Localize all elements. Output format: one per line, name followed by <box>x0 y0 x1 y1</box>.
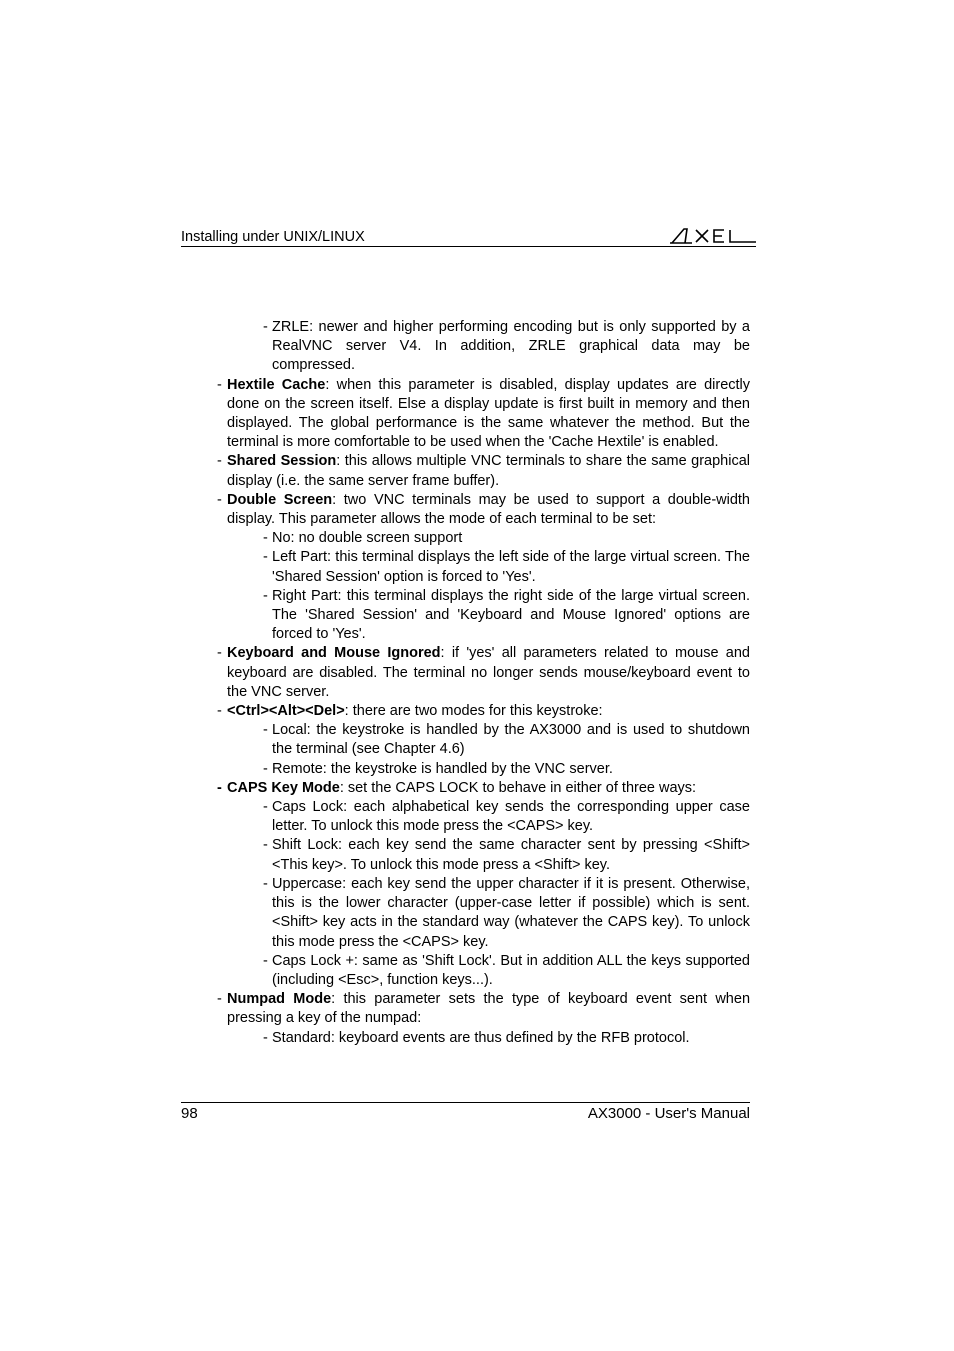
item-text: Caps Lock +: same as 'Shift Lock'. But in addition ALL the keys supported (including <Esc>, function keys...). <box>272 952 750 988</box>
parameter-item <box>217 702 750 721</box>
bullet-dash: - <box>263 799 268 816</box>
bullet-dash: - <box>263 760 268 777</box>
bullet-dash: - <box>263 587 268 604</box>
page-number: 98 <box>181 1105 198 1122</box>
parameter-name: Hextile Cache <box>227 376 326 393</box>
item-text: : when this parameter is disabled, display updates are directly done on the screen itself. Else a display update is first built in memory and then displayed. The global performance is the same whatever the method. But the terminal is more comfortable to be used when the 'Cache Hextile' is enabled. <box>227 376 751 451</box>
header-title: Installing under UNIX/LINUX <box>181 229 365 245</box>
page-header <box>181 226 756 247</box>
option-item <box>263 952 750 990</box>
manual-title: AX3000 - User's Manual <box>587 1105 750 1122</box>
parameter-name: Double Screen <box>227 491 333 508</box>
parameter-item <box>217 452 750 490</box>
option-item <box>263 798 750 836</box>
option-item <box>263 875 750 952</box>
bullet-dash: - <box>263 952 268 969</box>
bullet-dash: - <box>217 491 222 508</box>
item-text: Left Part: this terminal displays the left side of the large virtual screen. The 'Shared Session' option is forced to 'Yes'. <box>272 549 750 585</box>
item-text: : there are two modes for this keystroke: <box>344 703 603 720</box>
item-text: ZRLE: newer and higher performing encoding but is only supported by a RealVNC server V4. In addition, ZRLE graphical data may be compressed. <box>272 319 750 374</box>
page-content <box>0 318 954 1048</box>
item-text: Right Part: this terminal displays the right side of the large virtual screen. The 'Shared Session' and 'Keyboard and Mouse Ignored' options are forced to 'Yes'. <box>272 587 750 643</box>
item-text: : set the CAPS LOCK to behave in either of three ways: <box>339 779 697 796</box>
item-text: Caps Lock: each alphabetical key sends the corresponding upper case letter. To unlock this mode press the <CAPS> key. <box>272 799 750 835</box>
bullet-dash: - <box>217 376 222 393</box>
parameter-name: Keyboard and Mouse Ignored <box>227 645 441 662</box>
option-item <box>263 529 750 548</box>
bullet-dash: - <box>263 530 268 547</box>
parameter-name: Numpad Mode <box>227 991 332 1008</box>
item-text: Uppercase: each key send the upper character if it is present. Otherwise, this is the lower character (upper-case letter if possible) which is sent. <Shift> key acts in the standard way (whatever the CAPS key). To unlock this mode press the <CAPS> key. <box>272 875 750 950</box>
parameter-item <box>217 779 750 798</box>
item-text: No: no double screen support <box>272 530 463 547</box>
item-text: Standard: keyboard events are thus defined by the RFB protocol. <box>272 1029 690 1046</box>
bullet-dash: - <box>217 991 222 1008</box>
axel-logo <box>670 227 756 245</box>
option-item <box>263 1029 750 1048</box>
bullet-dash: - <box>217 645 222 662</box>
parameter-name: CAPS Key Mode <box>227 779 340 796</box>
option-item <box>263 548 750 586</box>
bullet-dash: - <box>263 875 268 892</box>
option-item <box>263 836 750 874</box>
item-text: : this allows multiple VNC terminals to share the same graphical display (i.e. the same server frame buffer). <box>227 453 750 489</box>
parameter-item <box>217 990 751 1028</box>
item-text: Local: the keystroke is handled by the AX3000 and is used to shutdown the terminal (see Chapter 4.6) <box>272 722 750 758</box>
bullet-dash: - <box>263 1029 268 1046</box>
item-text: : two VNC terminals may be used to support a double-width display. This parameter allows the mode of each terminal to be set: <box>227 491 750 528</box>
item-text: Remote: the keystroke is handled by the VNC server. <box>272 760 613 777</box>
parameter-name: <Ctrl><Alt><Del> <box>227 703 345 720</box>
bullet-dash: - <box>263 722 268 739</box>
parameter-item <box>217 376 751 453</box>
option-item <box>263 587 750 645</box>
option-item <box>263 318 750 376</box>
bullet-dash: - <box>217 703 222 720</box>
parameter-name: Shared Session <box>227 453 337 470</box>
page-footer <box>181 1102 750 1122</box>
bullet-dash: - <box>263 319 268 335</box>
parameter-item <box>217 644 750 702</box>
bullet-dash: - <box>263 837 268 854</box>
option-item <box>263 760 750 779</box>
option-item <box>263 721 750 759</box>
bullet-dash: - <box>263 549 268 566</box>
item-text: Shift Lock: each key send the same character sent by pressing <Shift><This key>. To unlock this mode press a <Shift> key. <box>272 837 750 873</box>
item-text: : this parameter sets the type of keyboard event sent when pressing a key of the numpad: <box>227 991 751 1027</box>
bullet-dash: - <box>217 453 222 470</box>
parameter-item <box>217 491 750 529</box>
item-text: : if 'yes' all parameters related to mouse and keyboard are disabled. The terminal no longer sends mouse/keyboard event to the VNC server. <box>227 645 750 700</box>
bullet-dash: - <box>217 779 222 796</box>
